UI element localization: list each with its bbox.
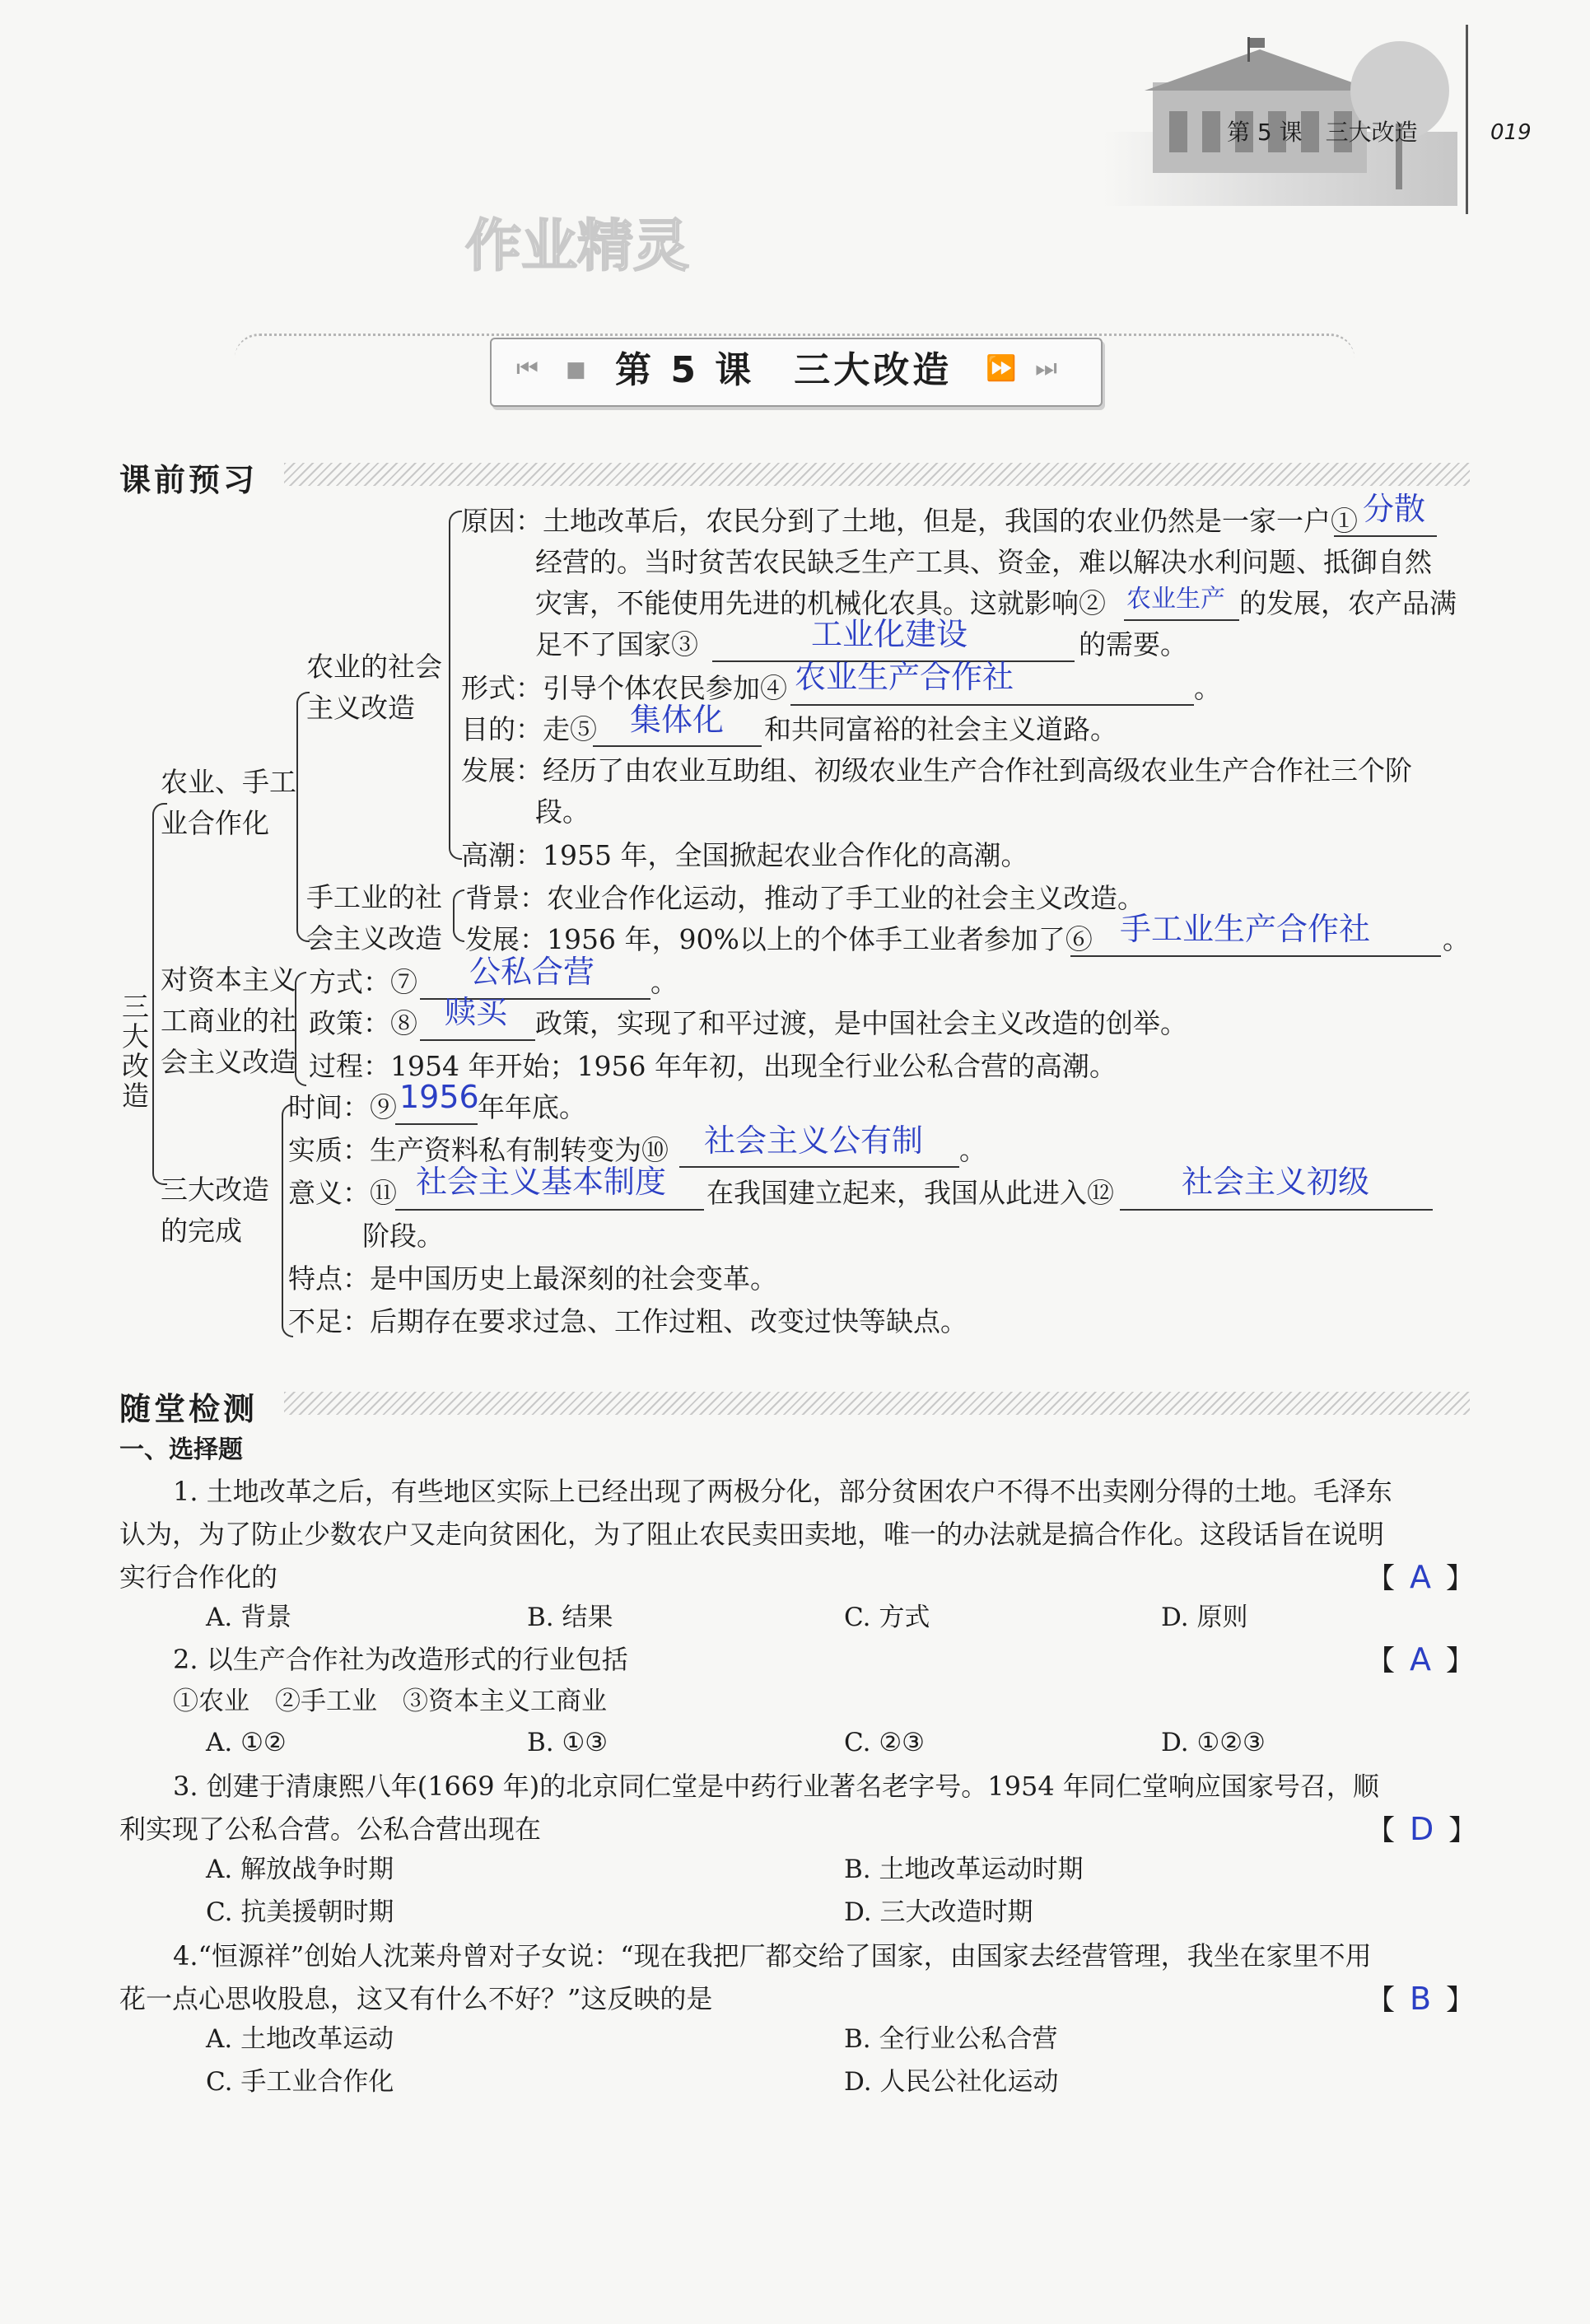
q2-answer-bracket: 【 A 】	[1367, 1641, 1474, 1678]
q2-option-b[interactable]: B. ①③	[527, 1728, 608, 1757]
subsection-title: 一、选择题	[119, 1435, 243, 1464]
q4-option-d[interactable]: D. 人民公社化运动	[844, 2067, 1059, 2097]
q3-answer-bracket: 【 D 】	[1367, 1811, 1477, 1847]
answer-4: 农业生产合作社	[795, 659, 1014, 695]
q4-answer: B	[1410, 1981, 1432, 2017]
agri-reason-4a: 足不了国家③	[535, 628, 698, 660]
blank-12	[1120, 1209, 1433, 1211]
blank-11	[395, 1209, 704, 1211]
agri-brace	[449, 511, 462, 860]
capital-process: 过程：1954 年开始；1956 年年初，出现全行业公私合营的高潮。	[309, 1050, 1117, 1082]
q4-line1: 4.“恒源祥”创始人沈莱舟曾对子女说：“现在我把厂都交给了国家，由国家去经营管理，我坐在家里不用	[173, 1940, 1372, 1972]
group2-brace	[295, 972, 306, 1086]
group3-label: 三大改造的完成	[161, 1174, 269, 1247]
page-number: 019	[1490, 120, 1532, 145]
answer-11: 社会主义基本制度	[416, 1164, 667, 1200]
q1-option-a[interactable]: A. 背景	[206, 1603, 292, 1632]
q1-line1: 1. 土地改革之后，有些地区实际上已经出现了两极分化，部分贫困农户不得不出卖刚分得的土地。毛泽东	[173, 1476, 1392, 1507]
complete-essence-a: 实质：生产资料私有制转变为⑩	[288, 1134, 669, 1166]
agri-reason-1: 原因：土地改革后，农民分到了土地，但是，我国的农业仍然是一家一户①	[461, 505, 1358, 537]
blank-8	[420, 1039, 535, 1041]
answer-8: 赎买	[445, 994, 508, 1030]
q2-extra: ①农业 ②手工业 ③资本主义工商业	[173, 1687, 607, 1716]
complete-time-a: 时间：⑨	[288, 1091, 397, 1123]
q4-line2: 花一点心思收股息，这又有什么不好？”这反映的是	[119, 1983, 713, 2014]
capital-way-b: 。	[650, 966, 678, 998]
complete-shortfall: 不足：后期存在要求过急、工作过粗、改变过快等缺点。	[288, 1305, 968, 1337]
blank-4	[790, 704, 1194, 706]
craft-dev-a: 发展：1956 年，90%以上的个体手工业者参加了⑥	[465, 923, 1093, 955]
q1-line3: 实行合作化的	[119, 1561, 278, 1593]
group2-label: 对资本主义工商业的社会主义改造	[161, 964, 296, 1078]
answer-2: 农业生产	[1126, 585, 1225, 614]
agri-label: 农业的社会主义改造	[306, 651, 442, 724]
tree-root: 三大改造	[122, 991, 149, 1112]
q3-line2: 利实现了公私合营。公私合营出现在	[119, 1813, 542, 1845]
agri-dev-2: 段。	[535, 796, 590, 828]
craft-label: 手工业的社会主义改造	[306, 881, 442, 954]
craft-bg: 背景：农业合作化运动，推动了手工业的社会主义改造。	[465, 882, 1145, 914]
agri-dev-1: 发展：经历了由农业互助组、初级农业生产合作社到高级农业生产合作社三个阶	[461, 754, 1412, 786]
capital-policy-a: 政策：⑧	[309, 1007, 417, 1039]
q4-option-a[interactable]: A. 土地改革运动	[206, 2024, 394, 2054]
stop-icon: ■	[566, 357, 586, 382]
q3-answer: D	[1410, 1811, 1434, 1847]
answer-12: 社会主义初级	[1182, 1164, 1370, 1200]
lesson-header-label: 第 5 课 三大改造	[1227, 119, 1418, 146]
q3-option-a[interactable]: A. 解放战争时期	[206, 1855, 394, 1884]
group1-label: 农业、手工业合作化	[161, 766, 296, 839]
q4-option-c[interactable]: C. 手工业合作化	[206, 2067, 394, 2097]
q2-answer: A	[1410, 1641, 1431, 1678]
answer-1: 分散	[1363, 491, 1426, 527]
q2-option-d[interactable]: D. ①②③	[1161, 1728, 1266, 1757]
agri-form-b: 。	[1194, 672, 1221, 704]
preview-section-title: 课前预习	[119, 462, 259, 498]
agri-goal-a: 目的：走⑤	[461, 713, 597, 745]
capital-way-a: 方式：⑦	[309, 966, 417, 998]
craft-dev-b: 。	[1443, 923, 1470, 955]
agri-reason-3a: 灾害，不能使用先进的机械化农具。这就影响②	[535, 587, 1106, 619]
answer-5: 集体化	[630, 702, 725, 738]
header-divider	[1466, 25, 1468, 214]
q4-answer-bracket: 【 B 】	[1367, 1981, 1475, 2017]
q1-answer: A	[1410, 1559, 1431, 1595]
complete-time-b: 年年底。	[478, 1091, 586, 1123]
q3-option-c[interactable]: C. 抗美援朝时期	[206, 1897, 394, 1927]
blank-6	[1070, 955, 1441, 957]
q1-answer-bracket: 【 A 】	[1367, 1559, 1474, 1595]
q3-option-d[interactable]: D. 三大改造时期	[844, 1897, 1033, 1927]
q1-line2: 认为，为了防止少数农户又走向贫困化，为了阻止农民卖田卖地，唯一的办法就是搞合作化。这段话旨在说明	[119, 1519, 1385, 1550]
capital-policy-b: 政策，实现了和平过渡，是中国社会主义改造的创举。	[535, 1007, 1187, 1039]
agri-reason-2: 经营的。当时贫苦农民缺乏生产工具、资金，难以解决水利问题、抵御自然	[535, 546, 1432, 578]
preview-section-hatch	[284, 463, 1470, 486]
agri-reason-4b: 的需要。	[1079, 628, 1187, 660]
q4-option-b[interactable]: B. 全行业公私合营	[844, 2024, 1058, 2054]
blank-5	[593, 745, 762, 747]
blank-9	[395, 1123, 478, 1125]
blank-2	[1124, 619, 1239, 621]
q2-option-a[interactable]: A. ①②	[206, 1728, 287, 1757]
agri-goal-b: 和共同富裕的社会主义道路。	[764, 713, 1117, 745]
q3-option-b[interactable]: B. 土地改革运动时期	[844, 1855, 1084, 1884]
complete-essence-b: 。	[959, 1134, 986, 1166]
q2-option-c[interactable]: C. ②③	[844, 1728, 925, 1757]
agri-reason-3b: 的发展，农产品满	[1239, 587, 1457, 619]
craft-brace	[453, 889, 464, 942]
answer-7: 公私合营	[469, 954, 595, 990]
q3-line1: 3. 创建于清康熙八年(1669 年)的北京同仁堂是中药行业著名老字号。1954 年同仁堂响应国家号召，顺	[173, 1771, 1379, 1802]
lesson-title: 第 5 课 三大改造	[615, 349, 953, 391]
blank-10	[679, 1166, 959, 1168]
q2-line1: 2. 以生产合作社为改造形式的行业包括	[173, 1644, 628, 1675]
watermark: 作业精灵	[465, 214, 690, 279]
complete-meaning-a: 意义：⑪	[288, 1177, 397, 1209]
complete-meaning-c: 阶段。	[362, 1220, 444, 1252]
answer-6: 手工业生产合作社	[1120, 911, 1371, 947]
answer-3: 工业化建设	[811, 616, 968, 652]
complete-meaning-b: 在我国建立起来，我国从此进入⑫	[706, 1177, 1114, 1209]
skip-forward-icon: ⏭	[1035, 354, 1057, 383]
answer-9: 1956	[399, 1079, 479, 1115]
q1-option-d[interactable]: D. 原则	[1161, 1603, 1248, 1632]
agri-peak: 高潮：1955 年，全国掀起农业合作化的高潮。	[461, 839, 1028, 871]
q1-option-b[interactable]: B. 结果	[527, 1603, 613, 1632]
blank-1	[1334, 535, 1437, 537]
q1-option-c[interactable]: C. 方式	[844, 1603, 930, 1632]
rewind-icon: ⏮	[516, 354, 539, 383]
title-banner	[490, 338, 1103, 407]
check-section-hatch	[284, 1392, 1470, 1415]
agri-form-a: 形式：引导个体农民参加④	[461, 672, 787, 704]
check-section-title: 随堂检测	[119, 1391, 259, 1427]
answer-10: 社会主义公有制	[704, 1122, 924, 1159]
complete-feature: 特点：是中国历史上最深刻的社会变革。	[288, 1262, 777, 1295]
forward-icon: ⏩	[986, 354, 1017, 383]
